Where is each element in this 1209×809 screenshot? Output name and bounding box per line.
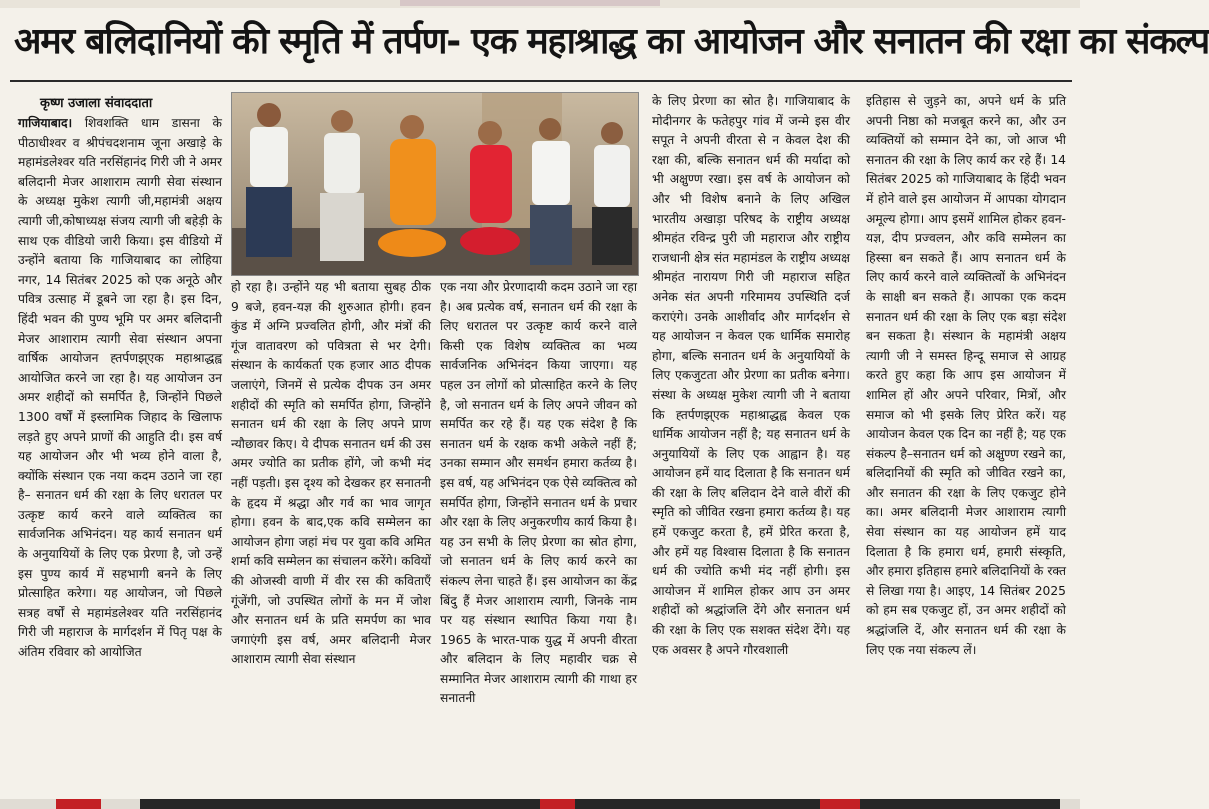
scan-watermark [958, 688, 1064, 770]
column-2 [231, 278, 431, 796]
column-4 [652, 92, 850, 796]
bottom-red-block [56, 799, 101, 809]
column-1-text: शिवशक्ति धाम डासना के पीठाधीश्वर व श्रीपंचदशनाम जूना अखाड़े के महामंडलेश्वर यति नरसिंहानंद गिरी जी ने अमर बलिदानी मेजर आशाराम त्यागी सेवा संस्थान के अध्यक्ष मुकेश त्यागी जी,महामंत्री अक्षय त्यागी जी,कोषाध्यक्ष संजय त्यागी जी बहेड़ी के साथ एक वीडियो जारी किया। इस वीडियो में उन्होंने बताया कि गाजियाबाद का लोहिया नगर, 14 सितंबर 2025 को एक अनूठे और पवित्र उत्साह में डूबने जा रहा है। इस दिन, हिंदी भवन की पुण्य भूमि पर अमर बलिदानी मेजर आशाराम त्यागी सेवा संस्थान अपना वार्षिक आयोजन ह्तर्पणझ्एक महाश्राद्धह्व आयोजित करने जा रहा है। यह आयोजन उन अमर शहीदों को समर्पित है, जिन्होंने पिछले 1300 वर्षों में इस्लामिक जिहाद के खिलाफ लड़ते हुए अपने प्राणों की आहुति दी। इस वर्ष यह आयोजन और भी भव्य होने वाला है, क्योंकि संस्थान एक नया कदम उठाने जा रहा है– सनातन धर्म की रक्षा के लिए धरातल पर उत्कृष्ट कार्य करने वाले व्यक्तित्व का सार्वजनिक अभिनंदन। यह कार्य सनातन धर्म के अनुयायियों के लिए एक प्रेरणा है, जो उन्हें इस पुण्य कार्य में सहभागी बनने के लिए प्रोत्साहित करेगा। यह आयोजन, जो पिछले सत्रह वर्षों से महामंडलेश्वर यति नरसिंहानंद गिरी जी महाराज के मार्गदर्शन में पितृ पक्ष के अंतिम रविवार को आयोजित [18, 116, 222, 660]
column-2-text: हो रहा है। उन्होंने यह भी बताया सुबह ठीक 9 बजे, हवन-यज्ञ की शुरुआत होगी। हवन कुंड में अग्नि प्रज्वलित होगी, और मंत्रों की गूंज वातावरण को पवित्रता से भर देगी। संस्थान के कार्यकर्ता एक हजार आठ दीपक जलाएंगे, जिनमें से प्रत्येक दीपक उन अमर शहीदों की स्मृति को समर्पित होगा, जिन्होंने सनातन धर्म की रक्षा के लिए अपने प्राण न्यौछावर किए। ये दीपक सनातन धर्म की उस अमर ज्योति का प्रतीक होंगे, जो कभी मंद नहीं पड़ती। इस दृश्य को देखकर हर सनातनी के हृदय में श्रद्धा और गर्व का भाव जागृत होगा। हवन के बाद,एक कवि सम्मेलन का आयोजन होगा जहां मंच पर युवा कवि अमित शर्मा कवि सम्मेलन का संचालन करेंगे। कवियों की ओजस्वी वाणी में वीर रस की कविताएँ गूंजेंगी, जो उपस्थित लोगों के मन में जोश और सनातन धर्म के प्रति समर्पण का भाव जगाएंगी इस वर्ष, अमर बलिदानी मेजर आशाराम त्यागी सेवा संस्थान [231, 280, 431, 667]
column-4-text: के लिए प्रेरणा का स्रोत है। गाजियाबाद के मोदीनगर के फतेहपुर गांव में जन्मे इस वीर सपूत ने अपनी वीरता से न केवल देश की रक्षा की, बल्कि सनातन धर्म की मर्यादा को भी अक्षुण्ण रखा। इस वर्ष के आयोजन को और भी विशेष बनाने के लिए अखिल भारतीय अखाड़ा परिषद के राष्ट्रीय अध्यक्ष श्रीमहंत रविन्द्र पुरी जी महाराज और राष्ट्रीय राजधानी क्षेत्र संत महामंडल के राष्ट्रीय अध्यक्ष श्रीमहंत नारायण गिरी जी महाराज सहित अनेक संत अपनी गरिमामय उपस्थिति दर्ज कराएंगे। उनके आशीर्वाद और मार्गदर्शन से यह आयोजन न केवल एक धार्मिक समारोह होगा, बल्कि सनातन धर्म के अनुयायियों के लिए एकजुटता और प्रेरणा का प्रतीक बनेगा। संस्था के अध्यक्ष मुकेश त्यागी जी ने बताया कि ह्तर्पणझ्एक महाश्राद्धह्व केवल एक धार्मिक आयोजन नहीं है; यह सनातन धर्म के अनुयायियों के लिए एक आह्वान है। यह आयोजन हमें याद दिलाता है कि सनातन धर्म की रक्षा के लिए बलिदान देने वाले वीरों की स्मृति को जीवित रखना हमारा कर्तव्य है। यह हमें एकजुट करता है, हमें प्रेरित करता है, और हमें यह विश्वास दिलाता है कि सनातन धर्म की ज्योति कभी मंद नहीं होगी। इस आयोजन में शामिल होकर आप उन अमर शहीदों को श्रद्धांजलि देंगे और सनातन धर्म की रक्षा के लिए एक सशक्त संदेश देंगे। यह एक अवसर है अपने गौरवशाली [652, 94, 850, 657]
top-edge-strip [0, 0, 1080, 8]
bottom-red-block-2 [540, 799, 575, 809]
bottom-black-bar [140, 799, 1060, 809]
column-3 [440, 278, 637, 796]
column-1 [18, 114, 222, 796]
headline: अमर बलिदानियों की स्मृति में तर्पण- एक महाश्राद्ध का आयोजन और सनातन की रक्षा का संकल्प [14, 21, 1209, 62]
dateline: गाजियाबाद। [18, 116, 73, 130]
column-3-text: एक नया और प्रेरणादायी कदम उठाने जा रहा है। अब प्रत्येक वर्ष, सनातन धर्म की रक्षा के लिए धरातल पर उत्कृष्ट कार्य करने वाले किसी एक विशेष व्यक्तित्व का भव्य सार्वजनिक अभिनंदन किया जाएगा। यह पहल उन लोगों को प्रोत्साहित करने के लिए है, जो सनातन धर्म के लिए अपने जीवन को समर्पित कर रहे हैं। यह एक संदेश है कि सनातन धर्म के रक्षक कभी अकेले नहीं हैं; उनका सम्मान और समर्थन हमारा कर्तव्य है। इस वर्ष, यह अभिनंदन एक ऐसे व्यक्तित्व को समर्पित होगा, जिन्होंने सनातन धर्म के प्रचार और रक्षा के लिए अनुकरणीय कार्य किया है। यह उन सभी के लिए प्रेरणा का स्रोत होगा, जो सनातन धर्म के लिए कार्य करने का संकल्प लेना चाहते हैं। इस आयोजन का केंद्र बिंदु हैं मेजर आशाराम त्यागी, जिनके नाम पर यह संस्थान स्थापित किया गया है। 1965 के भारत-पाक युद्ध में अपनी वीरता और बलिदान के लिए महावीर चक्र से सम्मानित मेजर आशाराम त्यागी की गाथा हर सनातनी [440, 280, 637, 706]
byline-block [18, 94, 222, 114]
top-edge-mark [400, 0, 660, 6]
bottom-red-block-3 [820, 799, 860, 809]
headline-rule [10, 80, 1072, 82]
bottom-edge-strip [0, 799, 1080, 809]
event-photo [231, 92, 639, 276]
column-5-text: इतिहास से जुड़ने का, अपने धर्म के प्रति अपनी निष्ठा को मजबूत करने का, और उन व्यक्तियों को सम्मान देने का, जो आज भी सनातन की रक्षा के लिए कार्य कर रहे हैं। 14 सितंबर 2025 को गाजियाबाद के हिंदी भवन में होने वाले इस आयोजन में आपका योगदान अमूल्य होगा। आप इसमें शामिल होकर हवन-यज्ञ, दीप प्रज्वलन, और कवि सम्मेलन का हिस्सा बन सकते हैं। आप सनातन धर्म के लिए कार्य करने वाले व्यक्तित्वों के अभिनंदन के साक्षी बन सकते हैं। आपका एक कदम सनातन धर्म की रक्षा के लिए एक बड़ा संदेश बन सकता है। संस्थान के महामंत्री अक्षय त्यागी जी ने समस्त हिन्दू समाज से आग्रह करते हुए कहा कि आप इस आयोजन में शामिल हों और अपने परिवार, मित्रों, और समाज को भी इसके लिए प्रेरित करें। यह आयोजन केवल एक दिन का नहीं है; यह एक संकल्प है–सनातन धर्म को अक्षुण्ण रखने का, बलिदानियों की स्मृति को जीवित रखने का, और सनातन की रक्षा के लिए एकजुट होने का। अमर बलिदानी मेजर आशाराम त्यागी सेवा संस्थान का यह आयोजन हमें याद दिलाता है कि हमारा धर्म, हमारी संस्कृति, और हमारा इतिहास हमारे बलिदानियों के रक्त से लिखा गया है। आइए, 14 सितंबर 2025 को हम सब एकजुट हों, उन अमर शहीदों को श्रद्धांजलि दें, और सनातन धर्म की रक्षा के लिए एक नया संकल्प लें। [866, 94, 1066, 657]
photo-illustration [232, 93, 638, 275]
byline: कृष्ण उजाला संवाददाता [40, 96, 153, 111]
